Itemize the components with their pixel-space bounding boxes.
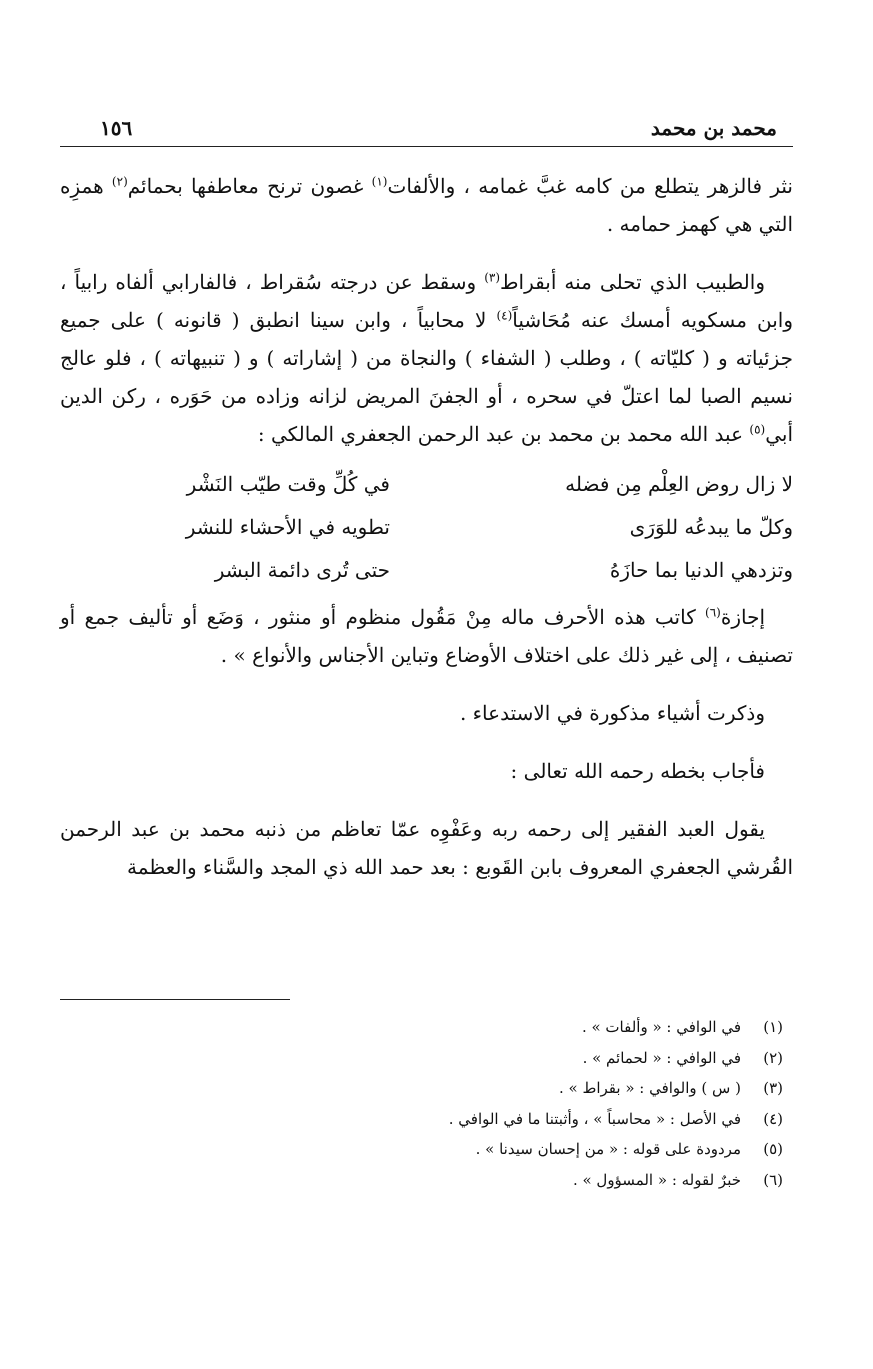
poem-hemistich-second: في كُلِّ وقت طيّب النَشْر [186, 472, 390, 496]
footnotes [143, 1012, 783, 1195]
poem-hemistich-second: تطويه في الأحشاء للنشر [185, 515, 390, 539]
poem-verse [60, 463, 793, 506]
footnote-number: (٣) [763, 1079, 783, 1097]
footnote-number: (٤) [763, 1109, 783, 1128]
footnote-text: في الوافي : « لحمائم » . [582, 1048, 741, 1067]
paragraph-6: يقول العبد الفقير إلى رحمه ربه وعَفْوِه عمّا تعاظم من ذنبه محمد بن عبد الرحمن القُرشي الجعفري المعروف بابن القَوبع : بعد حمد الله ذي المجد والسَّناء والعظمة [60, 817, 793, 879]
paragraph-3: إجازة$^{(٦)}$ كاتب هذه الأحرف ماله مِنْ مَقُول منظوم أو منثور ، وَضَع أو تأليف جمع أو تصنيف ، إلى غير ذلك على اختلاف الأوضاع وتباين الأجناس والأنواع » . [60, 605, 793, 667]
poem-verse [60, 506, 793, 549]
footnote-text: مردودة على قوله : « من إحسان سيدنا » . [475, 1140, 741, 1158]
main-text [60, 167, 793, 886]
header-title: محمد بن محمد [650, 116, 777, 140]
footnote-number: (٢) [763, 1048, 783, 1067]
footnote-text: ( س ) والوافي : « بقراط » . [559, 1079, 741, 1097]
footnote [143, 1104, 783, 1135]
footnote [143, 1134, 783, 1165]
poem [60, 463, 793, 592]
poem-hemistich-first: لا زال روض العِلْم مِن فضله [565, 472, 793, 496]
running-head [60, 108, 793, 140]
footnote-ref-3: (٣) [484, 270, 501, 285]
poem-hemistich-first: وكلّ ما يبدعُه للوَرَى [629, 515, 793, 539]
footnote-ref-6: (٦) [705, 605, 721, 620]
footnote-text: في الأصل : « محاسباً » ، وأثبتنا ما في الوافي . [448, 1109, 741, 1128]
footnote-ref-2: (٢) [111, 174, 128, 189]
footnote-ref-1: (١) [371, 174, 388, 189]
paragraph-5: فأجاب بخطه رحمه الله تعالى : [510, 759, 765, 783]
paragraph-1: نثر فالزهر يتطلع من كامه غبَّ غمامه ، والألفات$^{(١)}$ غصون ترنح معاطفها بحمائم$^{(٢)}$ همزِه التي هي كهمز حمامه . [60, 174, 793, 236]
footnote-rule [60, 999, 290, 1000]
footnote-ref-5: (٥) [749, 422, 766, 437]
header-rule [60, 146, 793, 147]
footnote [143, 1012, 783, 1043]
footnote-number: (٦) [763, 1170, 783, 1189]
page-number: ١٥٦ [100, 116, 133, 140]
poem-verse [60, 549, 793, 592]
paragraph-2: والطبيب الذي تحلى منه أبقراط$^{(٣)}$ وسقط عن درجته سُقراط ، فالفارابي ألفاه رابياً ، وابن مسكويه أمسك عنه مُحَاشياً$^{(٤)}$ لا محابياً ، وابن سينا انطبق ( قانونه ) على جميع جزئياته و ( كليّاته ) ، وطلب ( الشفاء ) والنجاة من ( إشاراته ) و ( تنبيهاته ) ، فلو عالج نسيم الصبا لما اعتلّ في سحره ، أو الجفنَ المريض لزانه وزاده من حَوَره ، ركن الدين أبي$^{(٥)}$ عبد الله محمد بن محمد بن عبد الرحمن الجعفري المالكي : [60, 270, 794, 446]
footnote [143, 1073, 783, 1104]
footnote-ref-4: (٤) [496, 308, 513, 323]
footnote-text: في الوافي : « وألفات » . [581, 1018, 741, 1036]
footnote-number: (٥) [763, 1140, 783, 1158]
poem-hemistich-first: وتزدهي الدنيا بما حازَهُ [609, 558, 793, 582]
poem-hemistich-second: حتى تُرى دائمة البشر [214, 558, 390, 582]
page [60, 108, 793, 886]
footnote-number: (١) [763, 1018, 783, 1036]
footnote [143, 1165, 783, 1196]
footnote-text: خبرٌ لقوله : « المسؤول » . [572, 1170, 741, 1189]
footnote [143, 1043, 783, 1074]
paragraph-4: وذكرت أشياء مذكورة في الاستدعاء . [459, 701, 765, 725]
